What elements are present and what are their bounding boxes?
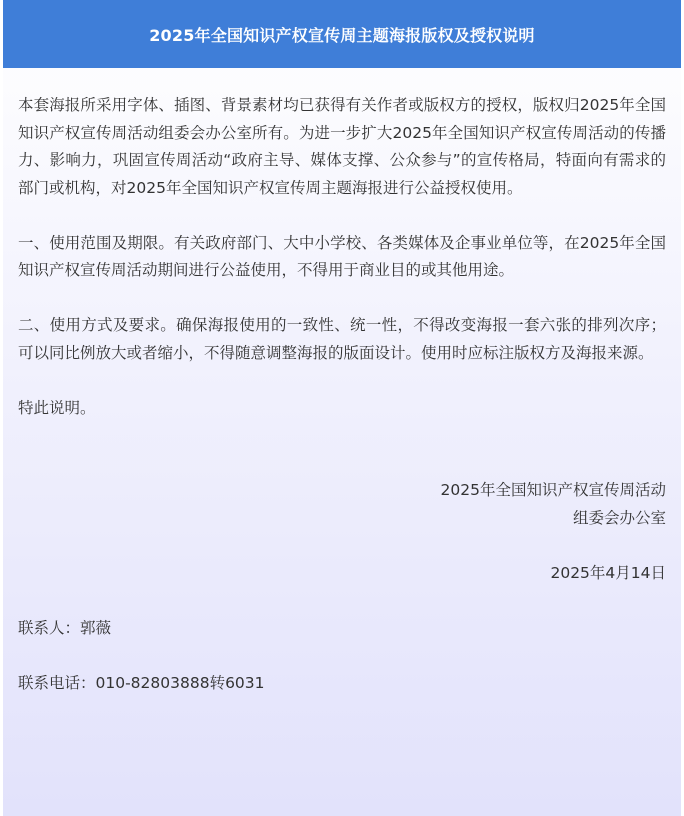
notice-body <box>3 68 681 697</box>
signature-block <box>18 477 666 587</box>
contact-person: 联系人：郭薇 <box>18 618 112 637</box>
header-banner <box>3 0 681 68</box>
intro-paragraph: 本套海报所采用字体、插图、背景素材均已获得有关作者或版权方的授权，版权归2025年全国知识产权宣传周活动组委会办公室所有。为进一步扩大2025年全国知识产权宣传周活动的传播力、影响力，巩固宣传周活动“政府主导、媒体支撑、公众参与”的宣传格局，特面向有需求的部门或机构，对2025年全国知识产权宣传周主题海报进行公益授权使用。 <box>18 96 666 197</box>
signature-org-line2: 组委会办公室 <box>572 508 666 527</box>
page-title: 2025年全国知识产权宣传周主题海报版权及授权说明 <box>149 25 535 45</box>
contact-phone: 联系电话：010-82803888转6031 <box>18 673 265 692</box>
scope-paragraph: 一、使用范围及期限。有关政府部门、大中小学校、各类媒体及企事业单位等，在2025年全国知识产权宣传周活动期间进行公益使用，不得用于商业目的或其他用途。 <box>18 233 666 279</box>
notice-panel <box>3 0 681 816</box>
requirements-paragraph: 二、使用方式及要求。确保海报使用的一致性、统一性，不得改变海报一套六张的排列次序；可以同比例放大或者缩小，不得随意调整海报的版面设计。使用时应标注版权方及海报来源。 <box>18 316 666 362</box>
signature-org-line1: 2025年全国知识产权宣传周活动 <box>440 481 666 499</box>
signature-date: 2025年4月14日 <box>550 563 666 582</box>
closing-text: 特此说明。 <box>18 398 96 417</box>
